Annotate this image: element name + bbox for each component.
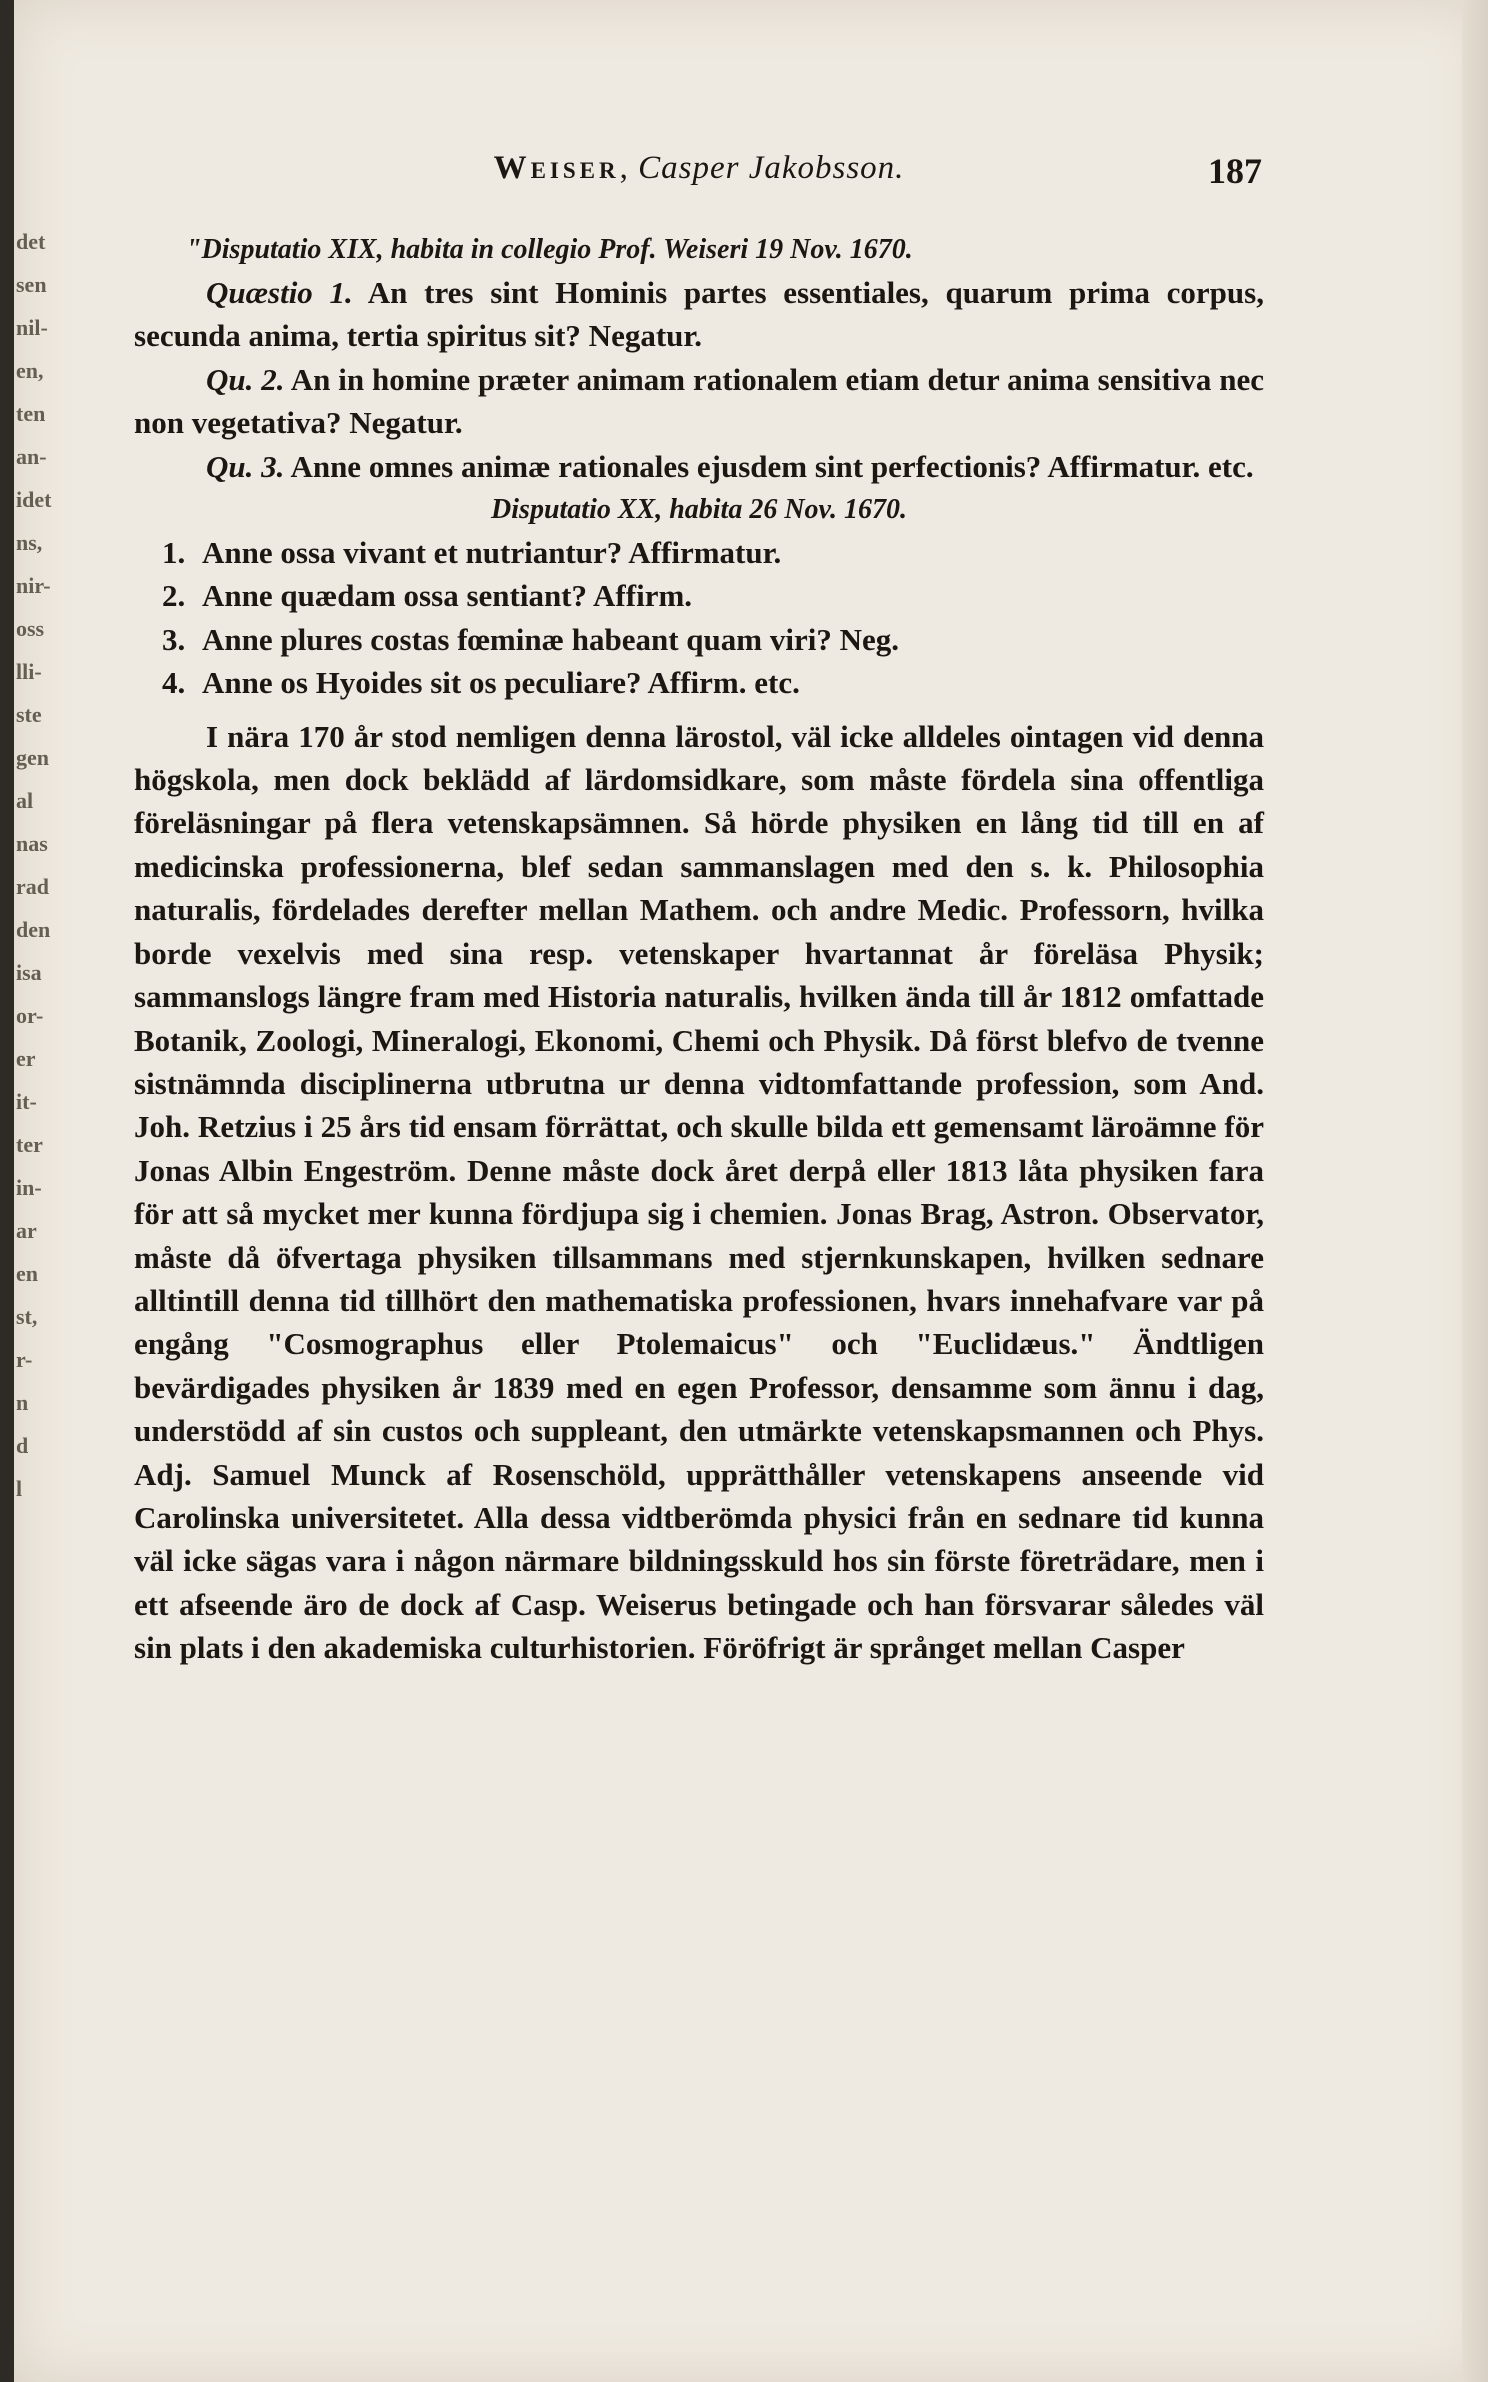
bleed-fragment: d [16,1433,29,1458]
bleed-fragment: or- [16,1003,44,1028]
question-label: Qu. 3. [206,448,285,484]
page-edge [1462,0,1488,2382]
page-content [134,150,1264,1670]
question-1 [134,271,1264,358]
question-2 [134,358,1264,445]
disputation-19-heading: "Disputatio XIX, habita in collegio Prof. Weiseri 19 Nov. 1670. [186,234,913,265]
bleed-fragment: en, [16,358,44,383]
bleed-fragment: al [16,788,34,813]
item-number: 1. [162,535,186,571]
bleed-fragment: det [16,229,46,254]
question-text: Anne omnes animæ rationales ejusdem sint perfectionis? Affirmatur. etc. [290,448,1254,484]
item-number: 4. [162,665,186,701]
bleed-fragment: en [16,1261,38,1286]
list-item [134,618,1264,661]
bleed-fragment: isa [16,960,42,985]
bleed-fragment: st, [16,1304,38,1329]
disputation-20-heading: Disputatio XX, habita 26 Nov. 1670. [491,494,907,526]
author-subtitle: Casper Jakobsson. [638,150,905,186]
bleed-fragment: er [16,1046,36,1071]
book-page [14,0,1488,2382]
item-number: 2. [162,578,186,614]
question-text: An in homine præter animam rationalem etiam detur anima sensitiva nec non vegetativa? Negatur. [134,361,1264,441]
question-text: An tres sint Hominis partes essentiales, quarum prima corpus, secunda anima, tertia spiritus sit? Negatur. [134,275,1264,354]
bleed-fragment: an- [16,444,47,469]
bleed-fragment: nir- [16,573,51,598]
running-head-title: Weiser, Casper Jakobsson. [493,150,905,186]
bleed-fragment: lli- [16,659,42,684]
bleed-fragment: ns, [16,530,43,555]
bleed-fragment: gen [16,745,49,770]
bleed-fragment: ste [16,702,42,727]
list-item [134,574,1264,617]
item-number: 3. [162,621,186,657]
question-label: Qu. 2. [206,361,285,397]
bleed-fragment: nil- [16,315,48,340]
bleed-fragment: idet [16,487,52,512]
bleed-fragment: in- [16,1175,42,1200]
bleed-fragment: ar [16,1218,37,1243]
bleed-fragment: rad [16,874,49,899]
author-name: Weiser [493,150,620,186]
list-item [134,531,1264,574]
bleed-fragment: r- [16,1347,33,1372]
running-head [134,150,1264,200]
item-text: Anne quædam ossa sentiant? Affirm. [202,578,693,614]
bleed-fragment: ter [16,1132,43,1157]
item-text: Anne os Hyoides sit os peculiare? Affirm. etc. [202,665,800,701]
question-label: Quæstio 1. [206,275,353,310]
bleed-fragment: n [16,1390,29,1415]
bleed-fragment: ten [16,401,46,426]
bleed-fragment: it- [16,1089,37,1114]
item-text: Anne plures costas fœminæ habeant quam viri? Neg. [202,621,899,657]
list-item [134,661,1264,704]
disputation-20-list [134,531,1264,705]
bleed-fragment: den [16,917,51,942]
bleed-fragment: nas [16,831,48,856]
body-paragraph: I nära 170 år stod nemligen denna lärostol, väl icke alldeles ointagen vid denna högskola, men dock beklädd af lärdomsidkare, som måste fördela sina offentliga föreläsningar på flera vetenskapsämnen. Så hörde physiken en lång tid till en af medicinska professionerna, blef sedan sammanslagen med den s. k. Philosophia naturalis, fördelades derefter mellan Mathem. och andre Medic. Professorn, hvilka borde vexelvis med sina resp. vetenskaper hvartannat år föreläsa Physik; sammanslogs längre fram med Historia naturalis, hvilken ända till år 1812 omfattade Botanik, Zoologi, Mineralogi, Ekonomi, Chemi och Physik. Då först blefvo de tvenne sistnämnda disciplinerna utbrutna ur denna vidtomfattande profession, som And. Joh. Retzius i 25 års tid ensam förrättat, och skulle bilda ett gemensamt läroämne för Jonas Albin Engeström. Denne måste dock året derpå eller 1813 låta physiken fara för att så mycket mer kunna fördjupa sig i chemien. Jonas Brag, Astron. Observator, måste då öfvertaga physiken tillsammans med stjernkunskapen, hvilken sednare alltintill denna tid tillhört den mathematiska professionen, hvars innehafvare var på engång "Cosmographus eller Ptolemaicus" och "Euclidæus." Ändtligen bevärdigades physiken år 1839 med en egen Professor, densamme som ännu i dag, understödd af sin custos och suppleant, den utmärkte vetenskapsmannen och Phys. Adj. Samuel Munck af Rosenschöld, upprätthåller vetenskapens anseende vid Carolinska universitetet. Alla dessa vidtberömda physici från en sednare tid kunna väl icke sägas vara i någon närmare bildningsskuld hos sin förste företrädare, men i ett afseende äro de dock af Casp. Weiserus betingade och han försvarar således väl sin plats i den akademiska culturhistorien. Föröfrigt är språnget mellan Casper [134,718,1264,1666]
section-spacer [134,705,1264,715]
bleed-fragment: sen [16,272,47,297]
question-3 [134,445,1264,488]
item-text: Anne ossa vivant et nutriantur? Affirmatur. [202,535,782,571]
bleed-fragment: l [16,1476,23,1501]
opposite-page-bleed [16,220,60,1510]
bleed-fragment: oss [16,616,45,641]
page-number: 187 [1208,151,1262,191]
